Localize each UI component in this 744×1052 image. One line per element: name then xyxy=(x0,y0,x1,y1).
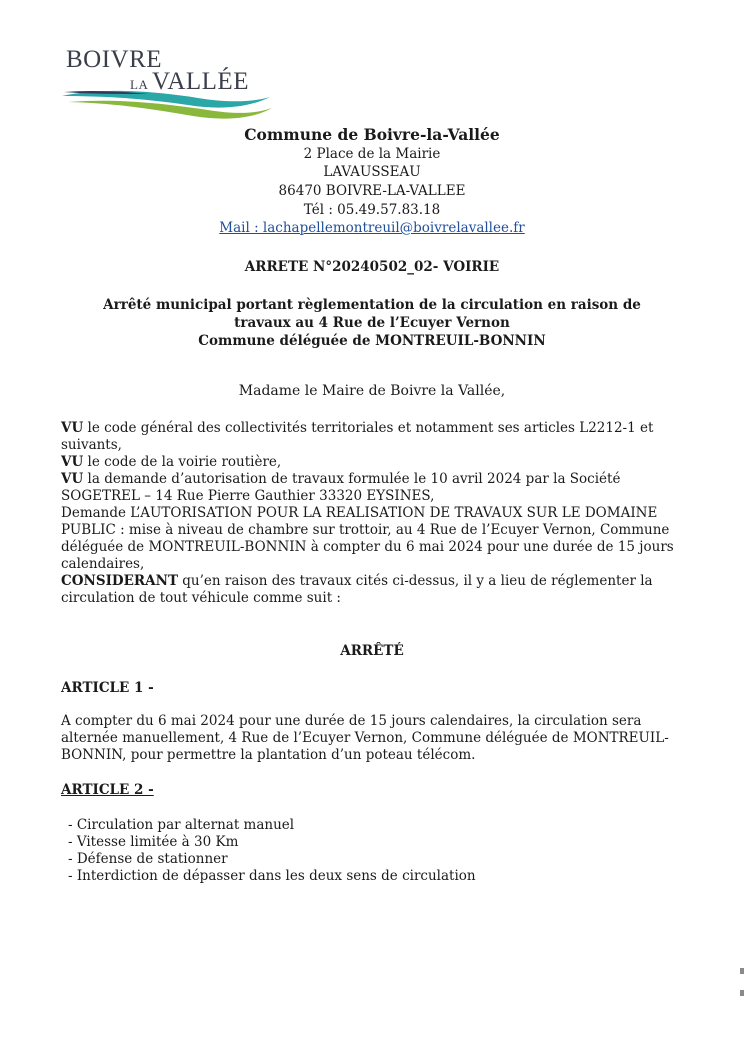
mail-line xyxy=(0,220,744,236)
vu-keyword: VU xyxy=(61,454,84,470)
address-line-1: 2 Place de la Mairie xyxy=(303,146,441,162)
considerations-block xyxy=(61,420,685,607)
phone-number: Tél : 05.49.57.83.18 xyxy=(303,202,441,218)
consideration-line xyxy=(61,471,685,488)
subject-line-1: Arrêté municipal portant règlementation de la circulation en raison de xyxy=(103,297,641,313)
consideration-line: suivants, xyxy=(61,437,122,453)
demande-line: calendaires, xyxy=(61,556,145,572)
logo-swoosh-icon xyxy=(58,88,278,128)
list-item: - Interdiction de dépasser dans les deux sens de circulation xyxy=(68,868,476,884)
considerant-text: qu’en raison des travaux cités ci-dessus, il y a lieu de réglementer la xyxy=(178,573,653,589)
consideration-line xyxy=(61,454,685,471)
article-2-list xyxy=(68,817,476,885)
considerant-line: circulation de tout véhicule comme suit : xyxy=(61,590,341,606)
article-1-line: BONNIN, pour permettre la plantation d’un poteau télécom. xyxy=(61,747,476,763)
subject-line-2: travaux au 4 Rue de l’Ecuyer Vernon xyxy=(234,315,510,331)
vu-keyword: VU xyxy=(61,420,84,436)
logo xyxy=(58,44,278,126)
article-2-title: ARTICLE 2 - xyxy=(61,782,154,798)
scan-edge-mark xyxy=(740,968,744,974)
consideration-line xyxy=(61,420,685,437)
commune-name: Commune de Boivre-la-Vallée xyxy=(244,125,500,144)
salutation: Madame le Maire de Boivre la Vallée, xyxy=(238,383,506,399)
list-item: - Défense de stationner xyxy=(68,851,228,867)
logo-word-la: LA xyxy=(130,77,149,92)
consideration-text: le code de la voirie routière, xyxy=(83,454,282,470)
logo-word-boivre: BOIVRE xyxy=(66,46,163,73)
article-1-line: alternée manuellement, 4 Rue de l’Ecuyer Vernon, Commune déléguée de MONTREUIL- xyxy=(61,730,669,746)
demande-line: déléguée de MONTREUIL-BONNIN à compter du 6 mai 2024 pour une durée de 15 jours xyxy=(61,539,674,555)
scan-edge-mark xyxy=(740,990,744,996)
list-item: - Vitesse limitée à 30 Km xyxy=(68,834,239,850)
subject-line-3: Commune déléguée de MONTREUIL-BONNIN xyxy=(198,333,546,349)
arrete-heading: ARRÊTÉ xyxy=(340,643,404,659)
considerant-keyword: CONSIDERANT xyxy=(61,573,178,589)
address-line-3: 86470 BOIVRE-LA-VALLEE xyxy=(278,183,466,199)
list-item: - Circulation par alternat manuel xyxy=(68,817,295,833)
article-1-line: A compter du 6 mai 2024 pour une durée de 15 jours calendaires, la circulation sera xyxy=(61,713,642,729)
considerant-line xyxy=(61,573,685,590)
arrete-number: ARRETE N°20240502_02- VOIRIE xyxy=(244,259,500,275)
logo-word-vallee: VALLÉE xyxy=(152,68,249,95)
article-1-body xyxy=(61,713,685,764)
demande-line: Demande L’AUTORISATION POUR LA REALISATION DE TRAVAUX SUR LE DOMAINE xyxy=(61,505,658,521)
consideration-line: SOGETREL – 14 Rue Pierre Gauthier 33320 EYSINES, xyxy=(61,488,435,504)
article-1-title: ARTICLE 1 - xyxy=(61,680,154,696)
mail-link[interactable]: Mail : lachapellemontreuil@boivrelavallee.fr xyxy=(219,220,525,236)
vu-keyword: VU xyxy=(61,471,84,487)
consideration-text: le code général des collectivités territoriales et notamment ses articles L2212-1 et xyxy=(83,420,654,436)
address-line-2: LAVAUSSEAU xyxy=(323,164,421,180)
demande-line: PUBLIC : mise à niveau de chambre sur trottoir, au 4 Rue de l’Ecuyer Vernon, Commune xyxy=(61,522,670,538)
consideration-text: la demande d’autorisation de travaux formulée le 10 avril 2024 par la Société xyxy=(83,471,621,487)
